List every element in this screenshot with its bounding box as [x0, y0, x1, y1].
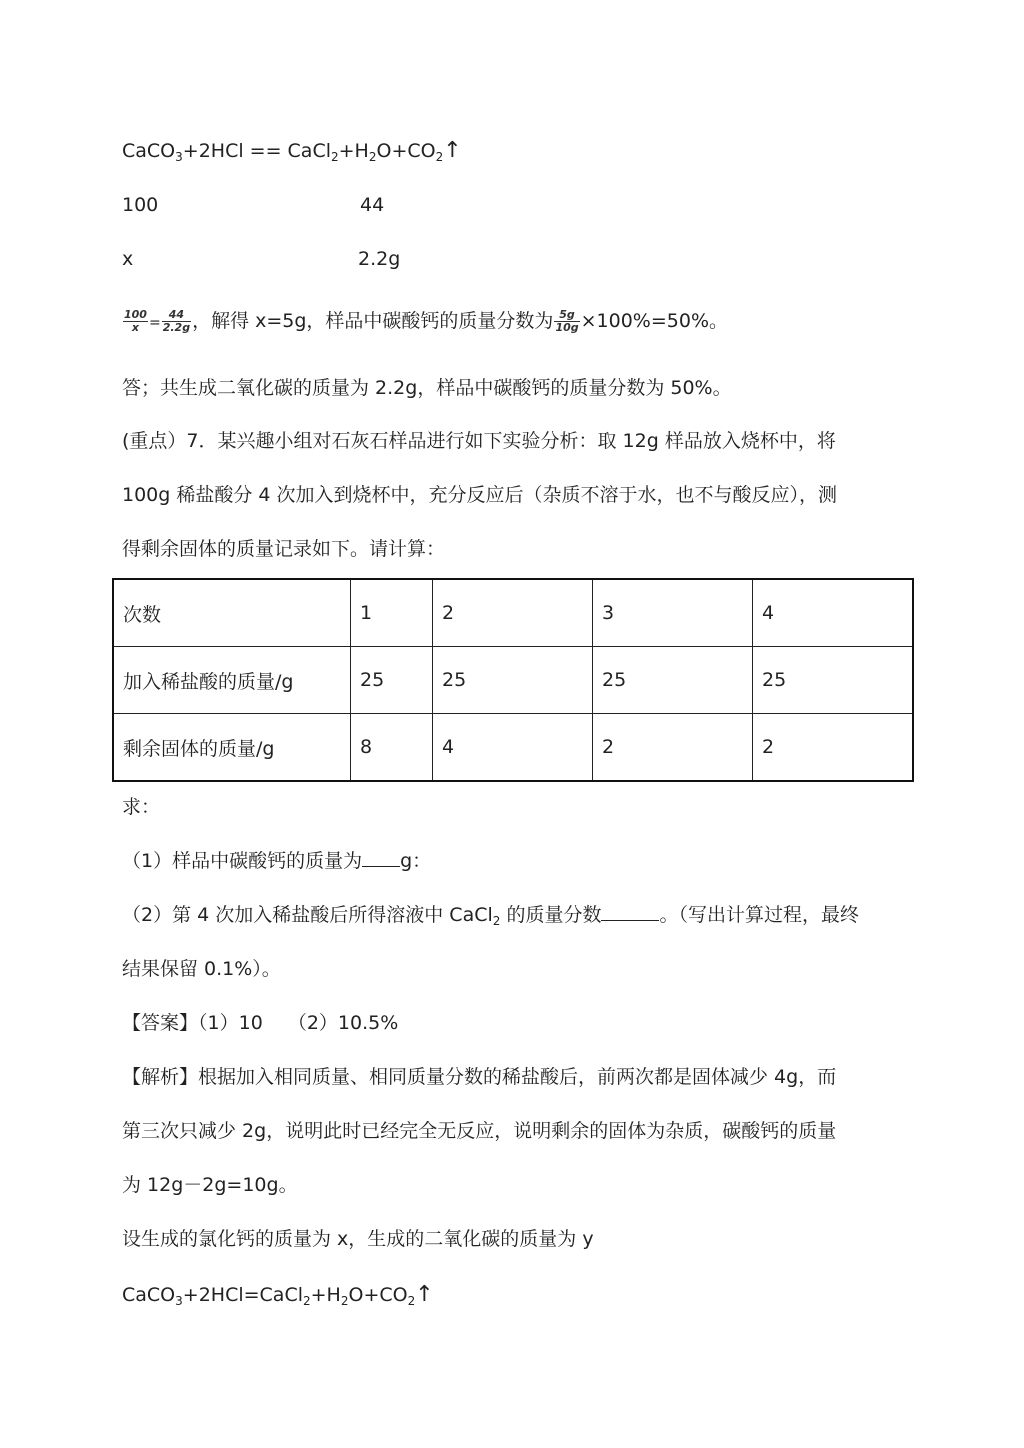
- table-cell: 2: [753, 714, 914, 782]
- table-cell: 4: [433, 714, 593, 782]
- table-cell: 加入稀盐酸的质量/g: [113, 647, 351, 714]
- table-cell: 25: [753, 647, 914, 714]
- table-row: [113, 714, 913, 782]
- table-cell: 剩余固体的质量/g: [113, 714, 351, 782]
- ratio-row-2-2g: 2.2g: [358, 248, 401, 270]
- fraction-44-over-2-2g: $\frac{44}{2.2g}$: [162, 308, 191, 334]
- table-cell: 次数: [113, 579, 351, 647]
- table-cell: 3: [593, 579, 753, 647]
- analysis-line-3: 为 12g－2g=10g。: [122, 1174, 298, 1196]
- table-cell: 2: [433, 579, 593, 647]
- ratio-row-44: 44: [360, 194, 385, 216]
- fraction-100-over-x: $\frac{100}{x}$: [124, 308, 147, 334]
- table-row: [113, 579, 913, 647]
- ask-label: 求：: [122, 796, 161, 818]
- table-row: [113, 647, 913, 714]
- answer-line: 答；共生成二氧化碳的质量为 2.2g，样品中碳酸钙的质量分数为 50%。: [122, 377, 732, 399]
- question-7-line-3: 得剩余固体的质量记录如下。请计算：: [122, 538, 446, 560]
- table-cell: 8: [351, 714, 433, 782]
- table-cell: 25: [433, 647, 593, 714]
- table-cell: 25: [593, 647, 753, 714]
- set-variables-line: 设生成的氯化钙的质量为 x，生成的二氧化碳的质量为 y: [122, 1228, 594, 1250]
- table-cell: 25: [351, 647, 433, 714]
- ratio-row-x: x: [122, 248, 134, 270]
- answer-blank: [362, 848, 400, 867]
- analysis-line-2: 第三次只减少 2g，说明此时已经完全无反应，说明剩余的固体为杂质，碳酸钙的质量: [122, 1120, 837, 1142]
- table-cell: 4: [753, 579, 914, 647]
- ratio-row-100: 100: [122, 194, 159, 216]
- question-7-line-2: 100g 稀盐酸分 4 次加入到烧杯中，充分反应后（杂质不溶于水，也不与酸反应），测: [122, 484, 838, 506]
- answer-tag: 【答案】: [122, 1012, 199, 1034]
- fraction-5g-over-10g: $\frac{5g}{10g}$: [555, 308, 579, 334]
- sub-question-2-line-2: 结果保留 0.1%）。: [122, 958, 281, 980]
- table-cell: 1: [351, 579, 433, 647]
- analysis-tag: 【解析】: [122, 1066, 199, 1088]
- sub-question-1: （1）样品中碳酸钙的质量为 g：: [122, 850, 432, 872]
- equation-2: $CaCO_3+2HCl=CaCl_2+H_2O+CO_2↑$: [122, 1282, 434, 1308]
- table-cell: 2: [593, 714, 753, 782]
- fraction-line: $\frac{100}{x}$ = $\frac{44}{2.2g}$ ，解得 x=5g，样品中碳酸钙的质量分数为 $\frac{5g}{10g}$ ×100%=50%。: [124, 308, 729, 334]
- equation-1: CaCO$_3$+2HCl == $CaCl_2+H_2O+CO_2↑$: [122, 138, 462, 164]
- sub-question-2-line-1: （2）第 4 次加入稀盐酸后所得溶液中 CaCl$_2$ 的质量分数 。（写出计算过程，最终: [122, 904, 859, 928]
- analysis-line-1: 【解析】根据加入相同质量、相同质量分数的稀盐酸后，前两次都是固体减少 4g，而: [122, 1066, 837, 1088]
- answer-section: 【答案】（1）10 （2）10.5%: [122, 1012, 399, 1034]
- data-table: [112, 578, 914, 782]
- question-7-line-1: (重点）7．某兴趣小组对石灰石样品进行如下实验分析：取 12g 样品放入烧杯中，将: [122, 430, 836, 452]
- answer-blank: [601, 902, 659, 921]
